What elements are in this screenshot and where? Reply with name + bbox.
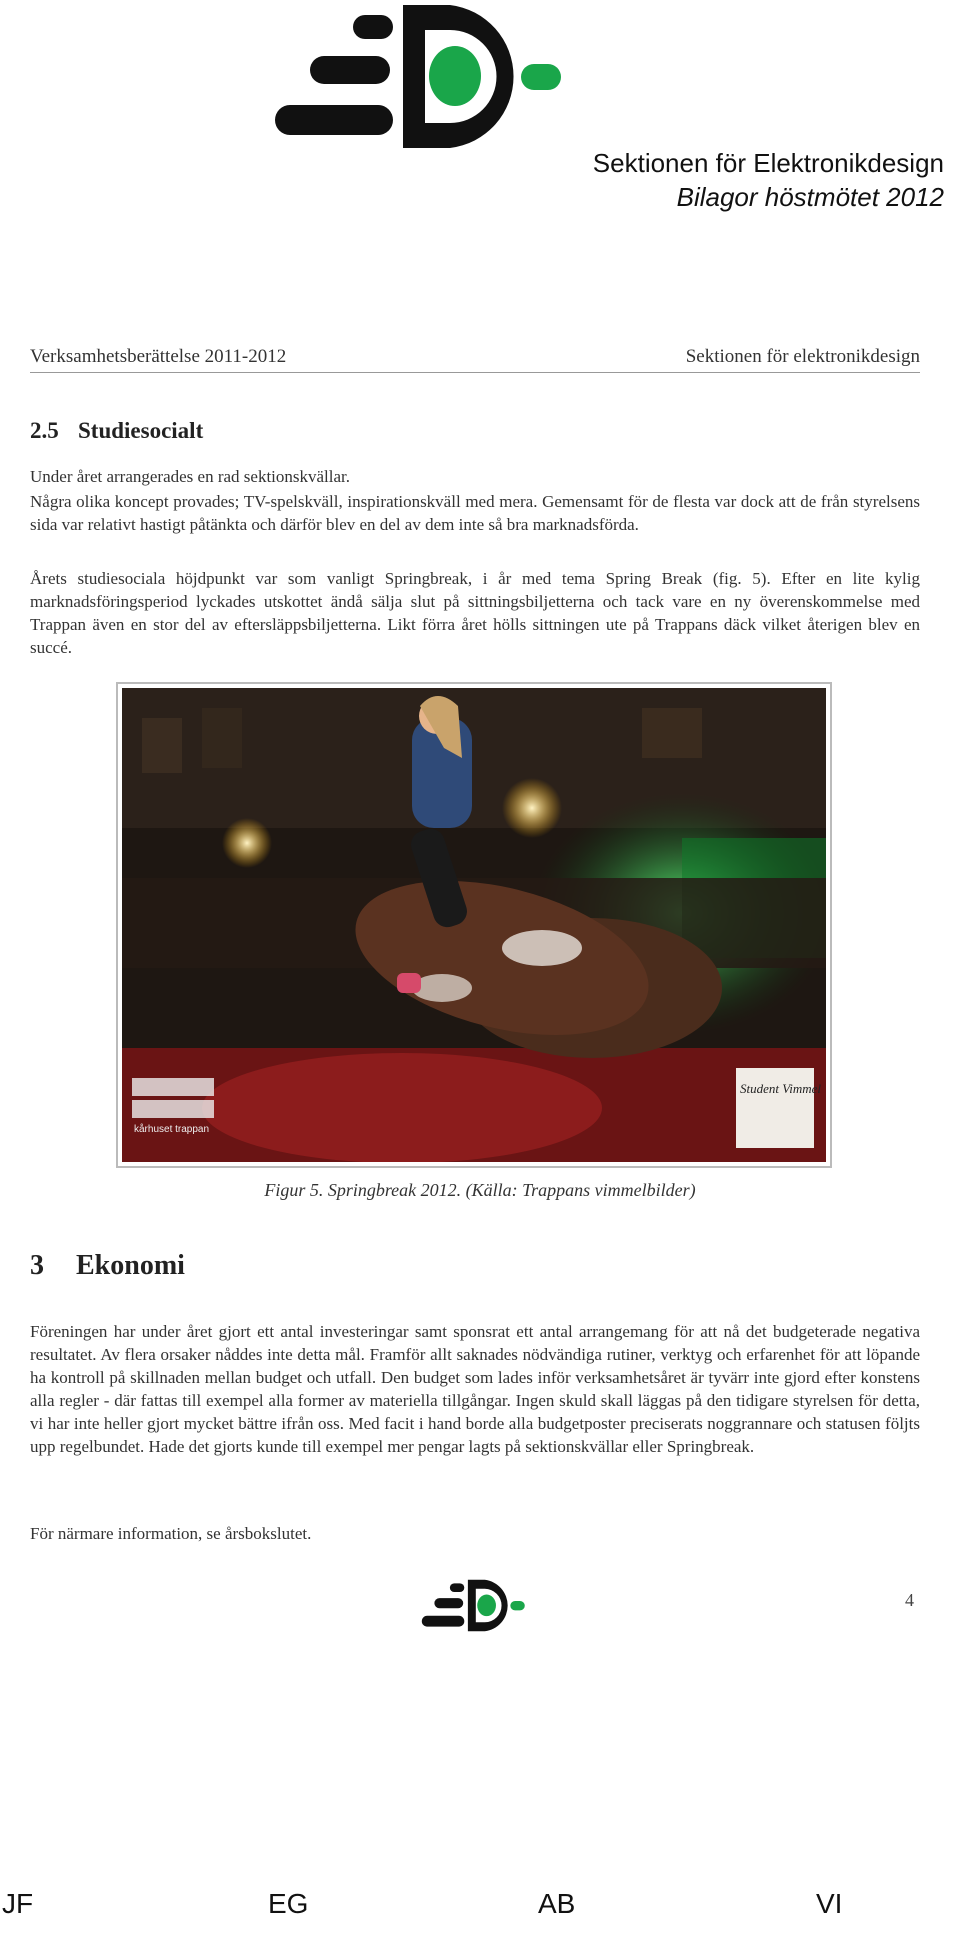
running-head-right: Sektionen för elektronikdesign — [685, 346, 920, 367]
springbreak-photo — [122, 688, 826, 1162]
figure-caption: Figur 5. Springbreak 2012. (Källa: Trappans vimmelbilder) — [264, 1180, 696, 1200]
paragraph: Årets studiesociala höjdpunkt var som vanligt Springbreak, i år med tema Spring Break (fig. 5). Efter en lite kylig marknadsföringsperiod lyckades utskottet ändå sälja slut på sittningsbiljetterna och tack vare en ny överenskommelse med Trappan även en stor del av eftersläppsbiljetterna. Likt förra året hölls sittningen ute på Trappans däck vilket återigen blev en succé. — [30, 569, 920, 657]
document-subtitle: Bilagor höstmötet 2012 — [676, 182, 944, 212]
section-heading-3 — [30, 1250, 185, 1282]
signature-initials: JF — [2, 1888, 34, 1919]
student-vimmel-text: Student Vimmel — [740, 1081, 821, 1096]
page-number: 4 — [905, 1590, 914, 1610]
paragraph: Några olika koncept provades; TV-spelskväll, inspirationskväll med mera. Gemensamt för de flesta var dock att de från styrelsens sida var relativt hastigt påtänkta och därför blev en del av dem inte så bra marknadsförda. — [30, 492, 920, 534]
section-heading-2-5 — [30, 418, 203, 444]
ed-logo-small — [418, 1578, 530, 1632]
signature-initials: AB — [538, 1888, 576, 1919]
figure-frame — [116, 682, 832, 1168]
student-vimmel-watermark — [736, 1068, 821, 1148]
trappan-watermark-text: kårhuset trappan — [134, 1124, 210, 1135]
ed-logo — [275, 0, 565, 150]
section-number: 3 — [30, 1250, 44, 1281]
section-name: Sektionen för Elektronikdesign — [592, 148, 944, 178]
paragraph: Föreningen har under året gjort ett antal investeringar samt sponsrat ett antal arrangemang för att nå det budgeterade negativa resultatet. Av flera orsaker nåddes inte detta mål. Framför allt saknades nödvändiga rutiner, verktyg och erfarenhet för att löpande ha kontroll på skillnaden mellan budget och utfall. Den budget som lades inför verksamhetsåret är tyvärr inte gjord efter konstens alla regler - där fattas till exempel alla former av materiella tillgångar. Ingen skuld skall läggas på den tidigare styrelsen för detta, vi har inte heller gjort mycket bättre ifrån oss. Med facit i hand borde alla budgetposter preciserats noggrannare och statusen följts upp regelbundet. Hade det gjorts kunde till exempel mer pengar lagts på sektionskvällar eller Springbreak. — [30, 1322, 920, 1456]
section-number: 2.5 — [30, 418, 59, 443]
signature-initials: EG — [268, 1888, 309, 1919]
trappan-watermark — [132, 1078, 214, 1135]
header-rule — [30, 372, 920, 373]
running-head-left: Verksamhetsberättelse 2011-2012 — [30, 346, 287, 367]
signature-initials: VI — [816, 1888, 843, 1919]
section-title: Studiesocialt — [78, 418, 204, 443]
paragraph: Under året arrangerades en rad sektionskvällar. — [30, 467, 351, 486]
paragraph: För närmare information, se årsbokslutet. — [30, 1524, 312, 1543]
section-title: Ekonomi — [76, 1250, 185, 1281]
